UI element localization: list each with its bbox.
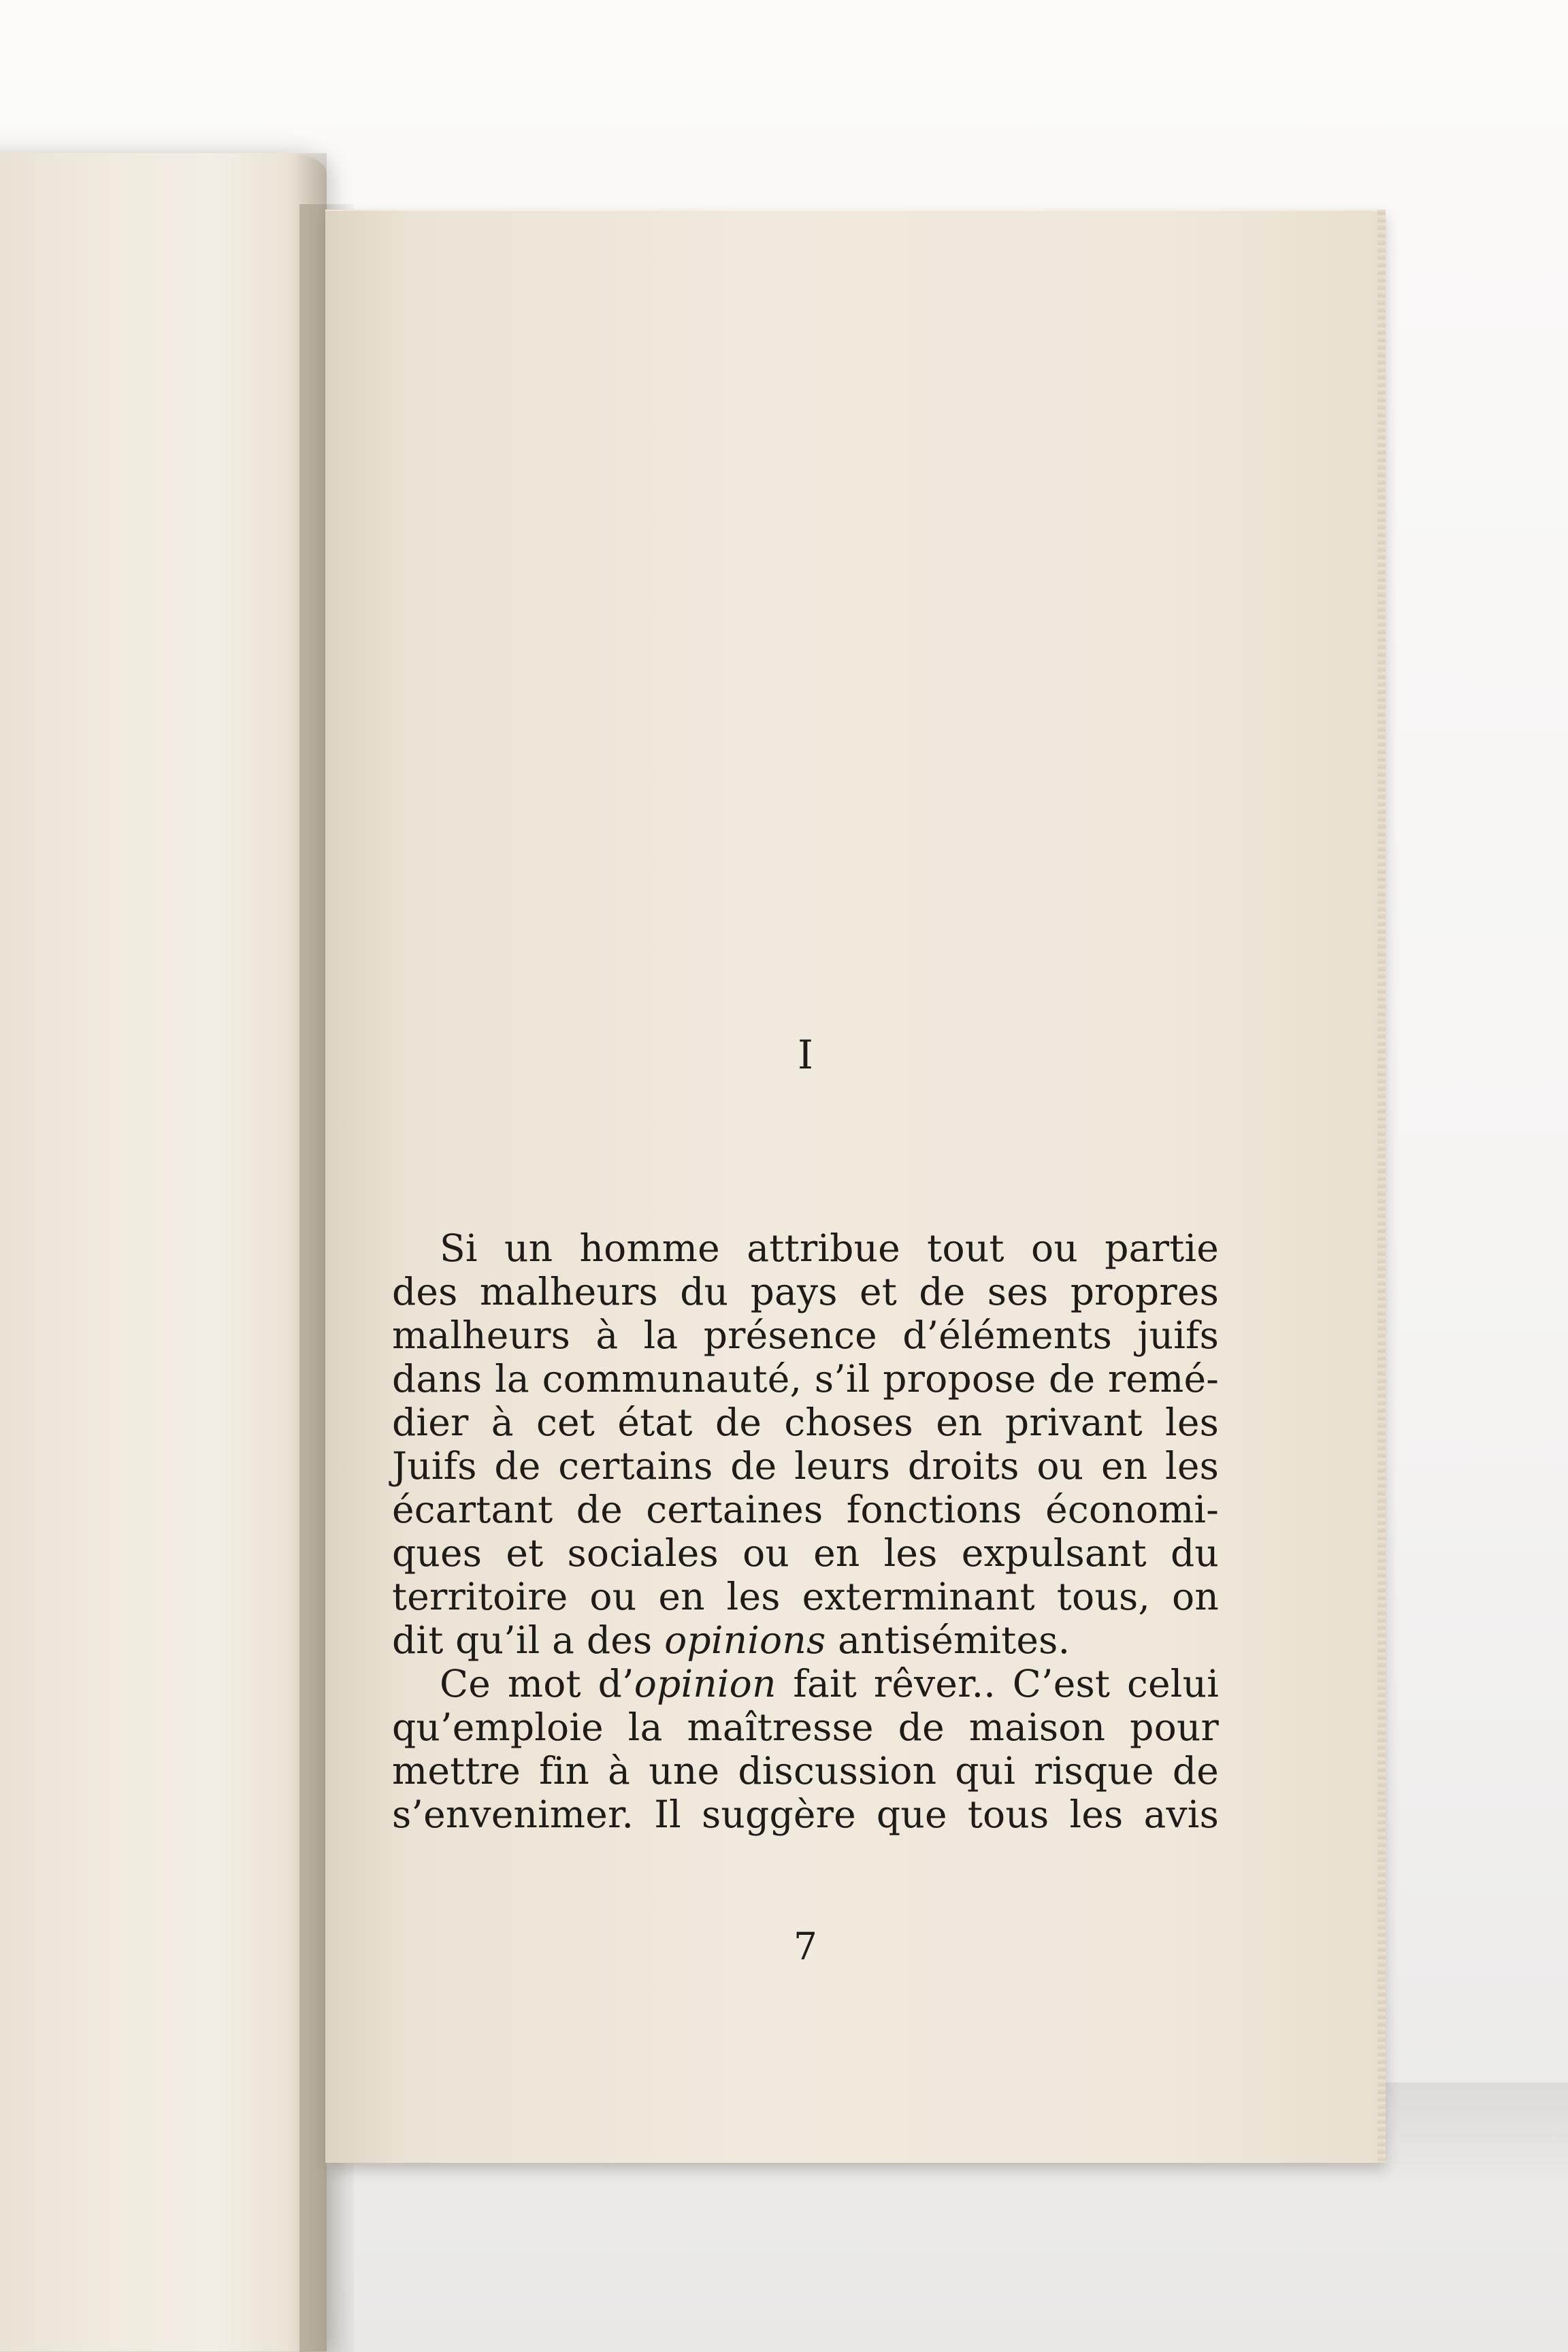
chapter-numeral: I <box>798 1032 813 1078</box>
deckled-page-edge <box>1377 210 1386 2163</box>
text-line: écartant de certaines fonctions économi- <box>392 1488 1219 1531</box>
left-page <box>0 153 327 2351</box>
right-page <box>325 210 1382 2163</box>
text-line: des malheurs du pays et de ses propres <box>392 1270 1219 1313</box>
text-span: fait rêver.. C’est celui <box>776 1662 1219 1705</box>
text-line: s’envenimer. Il suggère que tous les avis <box>392 1793 1219 1836</box>
text-line: dans la communauté, s’il propose de remé- <box>392 1357 1219 1401</box>
text-line: mettre fin à une discussion qui risque de <box>392 1749 1219 1793</box>
text-line: qu’emploie la maîtresse de maison pour <box>392 1705 1219 1749</box>
text-line: Juifs de certains de leurs droits ou en les <box>392 1444 1219 1488</box>
text-line: ques et sociales ou en les expulsant du <box>392 1531 1219 1575</box>
text-line <box>392 1662 1219 1705</box>
page-number: 7 <box>794 1925 817 1968</box>
text-span: antisémites. <box>826 1618 1071 1662</box>
text-line: territoire ou en les exterminant tous, on <box>392 1575 1219 1618</box>
text-line: Si un homme attribue tout ou partie <box>440 1226 1219 1270</box>
text-span: dit qu’il a des <box>392 1618 665 1662</box>
text-line: dier à cet état de choses en privant les <box>392 1401 1219 1444</box>
text-span: Ce mot d’ <box>440 1662 634 1705</box>
italic-word: opinions <box>664 1618 826 1662</box>
italic-word: opinion <box>634 1662 777 1705</box>
text-line <box>392 1618 1219 1662</box>
text-line: malheurs à la présence d’éléments juifs <box>392 1313 1219 1357</box>
